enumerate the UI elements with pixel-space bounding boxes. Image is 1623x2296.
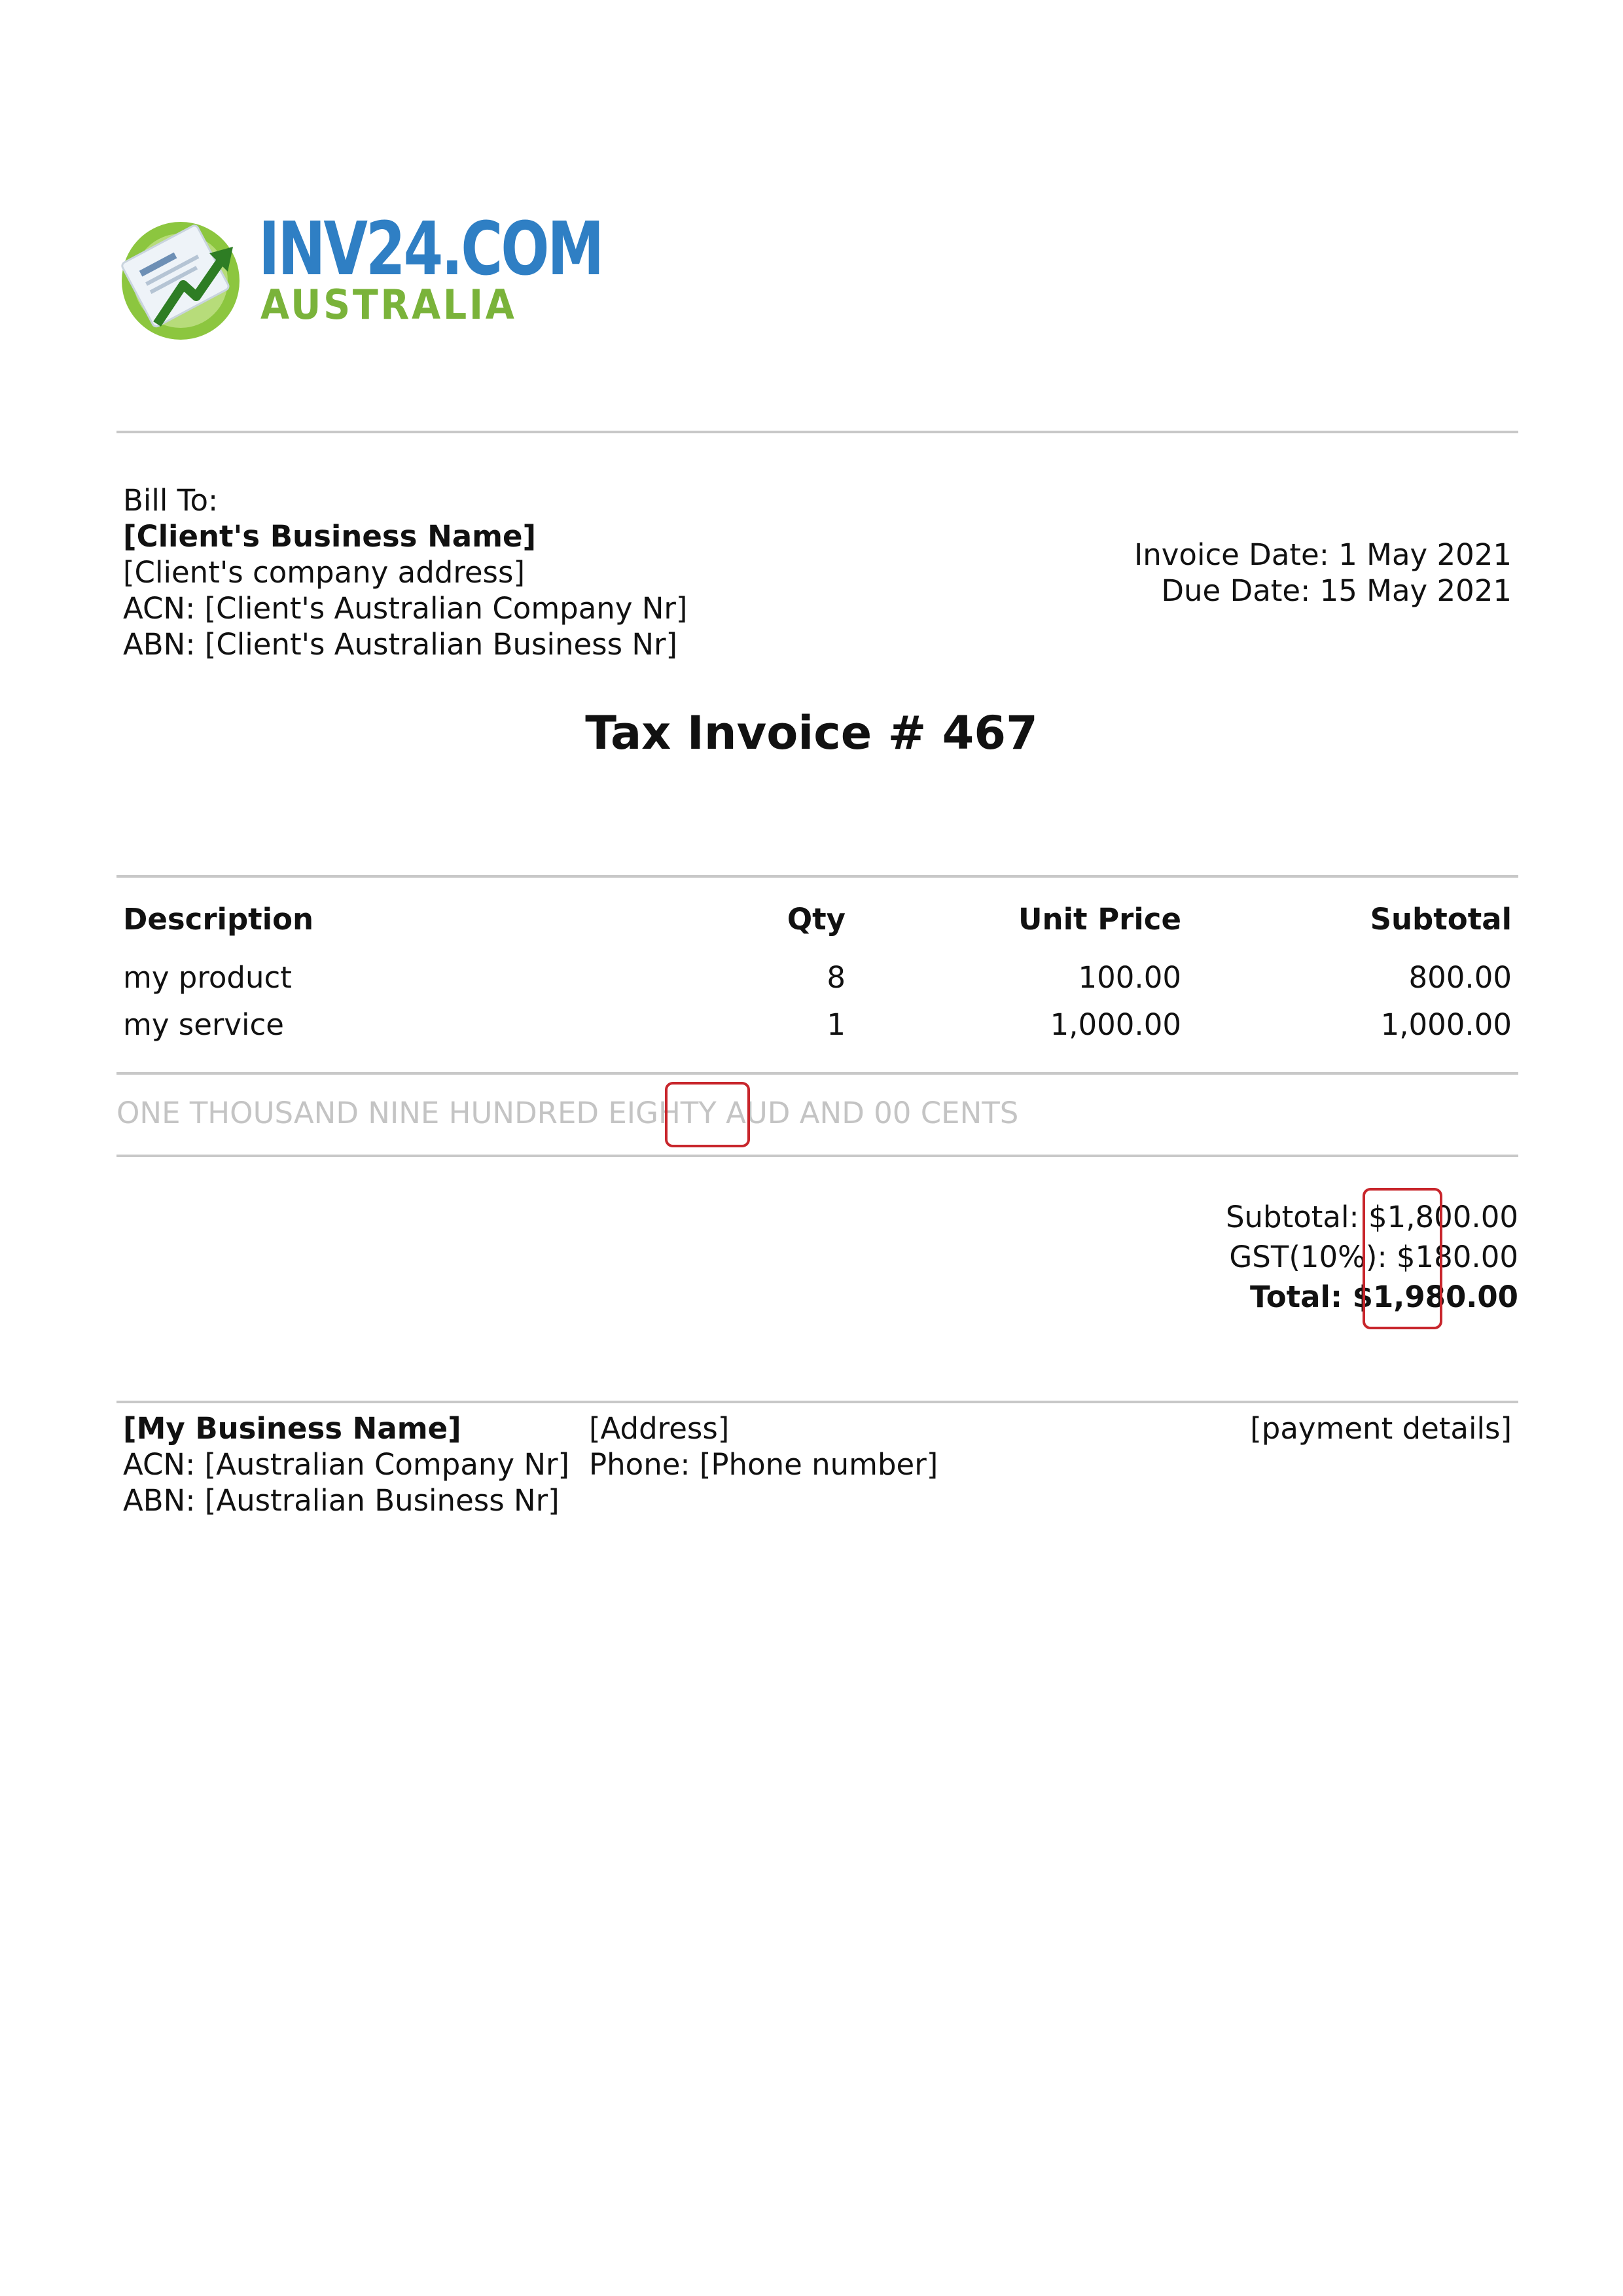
my-address: [Address]: [589, 1411, 730, 1446]
annotation-box-totals: [1363, 1188, 1442, 1329]
divider-totals-top: [116, 1155, 1518, 1157]
row-subtotal: 800.00: [1408, 960, 1512, 995]
my-acn: ACN: [Australian Company Nr]: [123, 1447, 570, 1482]
client-abn: ABN: [Client's Australian Business Nr]: [123, 627, 678, 662]
row-description: my product: [123, 960, 292, 995]
row-description: my service: [123, 1007, 284, 1042]
bill-to-label: Bill To:: [123, 483, 219, 518]
due-date: Due Date: 15 May 2021: [1161, 573, 1512, 608]
divider-top: [116, 431, 1518, 433]
divider-footer: [116, 1401, 1518, 1403]
client-acn: ACN: [Client's Australian Company Nr]: [123, 591, 688, 626]
my-business-name: [My Business Name]: [123, 1411, 461, 1446]
row-qty: 8: [827, 960, 846, 995]
logo-icon: [118, 213, 249, 344]
totals-total: Total: $1,980.00: [1250, 1280, 1518, 1314]
row-unit-price: 100.00: [1078, 960, 1181, 995]
totals-gst: GST(10%): $180.00: [1229, 1240, 1518, 1274]
row-subtotal: 1,000.00: [1380, 1007, 1512, 1042]
header-description: Description: [123, 902, 314, 937]
divider-table-top: [116, 875, 1518, 878]
client-address: [Client's company address]: [123, 555, 526, 590]
logo-text-main: INV24.COM: [259, 207, 603, 292]
company-logo: [118, 207, 603, 344]
logo-text-sub: AUSTRALIA: [260, 281, 517, 329]
row-unit-price: 1,000.00: [1050, 1007, 1181, 1042]
my-abn: ABN: [Australian Business Nr]: [123, 1483, 560, 1518]
header-qty: Qty: [787, 902, 846, 937]
my-phone: Phone: [Phone number]: [589, 1447, 938, 1482]
client-business-name: [Client's Business Name]: [123, 519, 537, 554]
payment-details: [payment details]: [1250, 1411, 1512, 1446]
divider-table-bottom: [116, 1072, 1518, 1075]
annotation-box-aud: [665, 1082, 750, 1147]
invoice-title: Tax Invoice # 467: [585, 706, 1038, 760]
amount-in-words: ONE THOUSAND NINE HUNDRED EIGHTY AUD AND 00 CENTS: [116, 1096, 1019, 1130]
header-unit-price: Unit Price: [1018, 902, 1181, 937]
invoice-date: Invoice Date: 1 May 2021: [1133, 537, 1512, 572]
header-subtotal: Subtotal: [1370, 902, 1512, 937]
row-qty: 1: [827, 1007, 846, 1042]
totals-subtotal: Subtotal: $1,800.00: [1225, 1200, 1518, 1234]
